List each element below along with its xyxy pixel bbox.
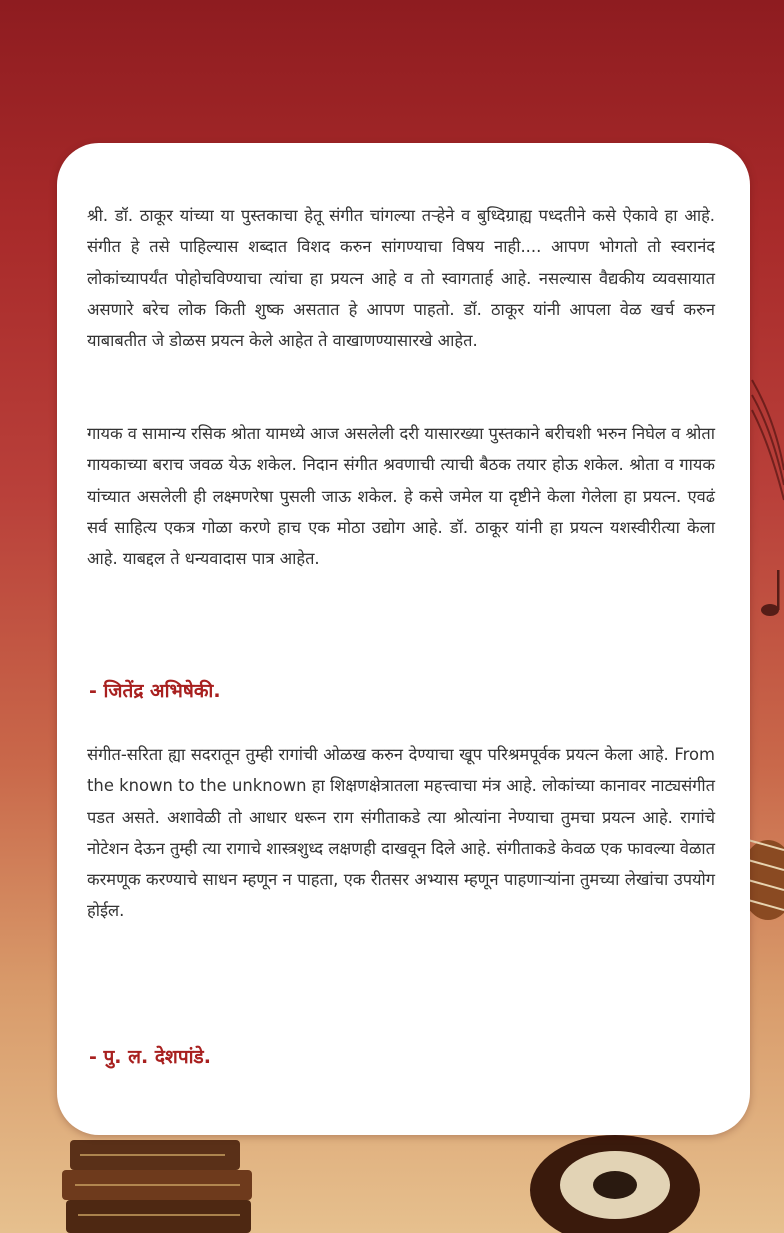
paragraph-2: गायक व सामान्य रसिक श्रोता यामध्ये आज असलेली दरी यासारख्या पुस्तकाने बरीचशी भरुन निघेल व श्रोता गायकाच्या बराच जवळ येऊ शकेल. निदान संगीत श्रवणाची त्याची बैठक तयार होऊ शकेल. श्रोता व गायक यांच्यात असलेली ही लक्ष्मणरेषा पुसली जाऊ शकेल. हे कसे जमेल या दृष्टीने केला गेलेला हा प्रयत्न. एवढं सर्व साहित्य एकत्र गोळा करणे हाच एक मोठा उद्योग आहे. डॉ. ठाकूर यांनी हा प्रयत्न यशस्वीरीत्या केला आहे. याबद्दल ते धन्यवादास पात्र आहेत. [87,424,715,569]
signature-2: - पु. ल. देशपांडे. [89,1046,211,1068]
music-staff-icon [752,380,784,500]
signature-1: - जितेंद्र अभिषेकी. [89,680,221,702]
tabla-drum-icon [530,1135,700,1233]
note-icon [761,570,780,616]
books-icon [62,1140,252,1233]
paragraph-1: श्री. डॉ. ठाकूर यांच्या या पुस्तकाचा हेतू संगीत चांगल्या तऱ्हेने व बुध्दिग्राह्य पध्दतीने कसे ऐकावे हा आहे. संगीत हे तसे पाहिल्यास शब्दात विशद करुन सांगण्याचा विषय नाही.... आपण भोगतो तो स्वरानंद लोकांच्यापर्यंत पोहोचविण्याचा त्यांचा हा प्रयत्न आहे व तो स्वागतार्ह आहे. नसल्यास वैद्यकीय व्यवसायात असणारे बरेच लोक किती शुष्क असतात हे आपण पाहतो. डॉ. ठाकूर यांनी आपला वेळ खर्च करुन याबाबतीत जे डोळस प्रयत्न केले आहेत ते वाखाणण्यासारखे आहेत. [87,206,715,351]
paragraph-3: संगीत-सरिता ह्या सदरातून तुम्ही रागांची ओळख करुन देण्याचा खूप परिश्रमपूर्वक प्रयत्न केला आहे. From the known to the unknown हा शिक्षणक्षेत्रातला महत्त्वाचा मंत्र आहे. लोकांच्या कानावर नाट्यसंगीत पडत असते. अशावेळी तो आधार धरून राग संगीताकडे त्या श्रोत्यांना नेण्याचा तुमचा प्रयत्न आहे. रागांचे नोटेशन देऊन तुम्ही त्या रागाचे शास्त्रशुध्द लक्षणही दाखवून दिले आहे. संगीताकडे केवळ एक फावल्या वेळात करमणूक करण्याचे साधन म्हणून न पाहता, एक रीतसर अभ्यास म्हणून पाहणाऱ्यांना तुमच्या लेखांचा उपयोग होईल. [87,745,715,921]
